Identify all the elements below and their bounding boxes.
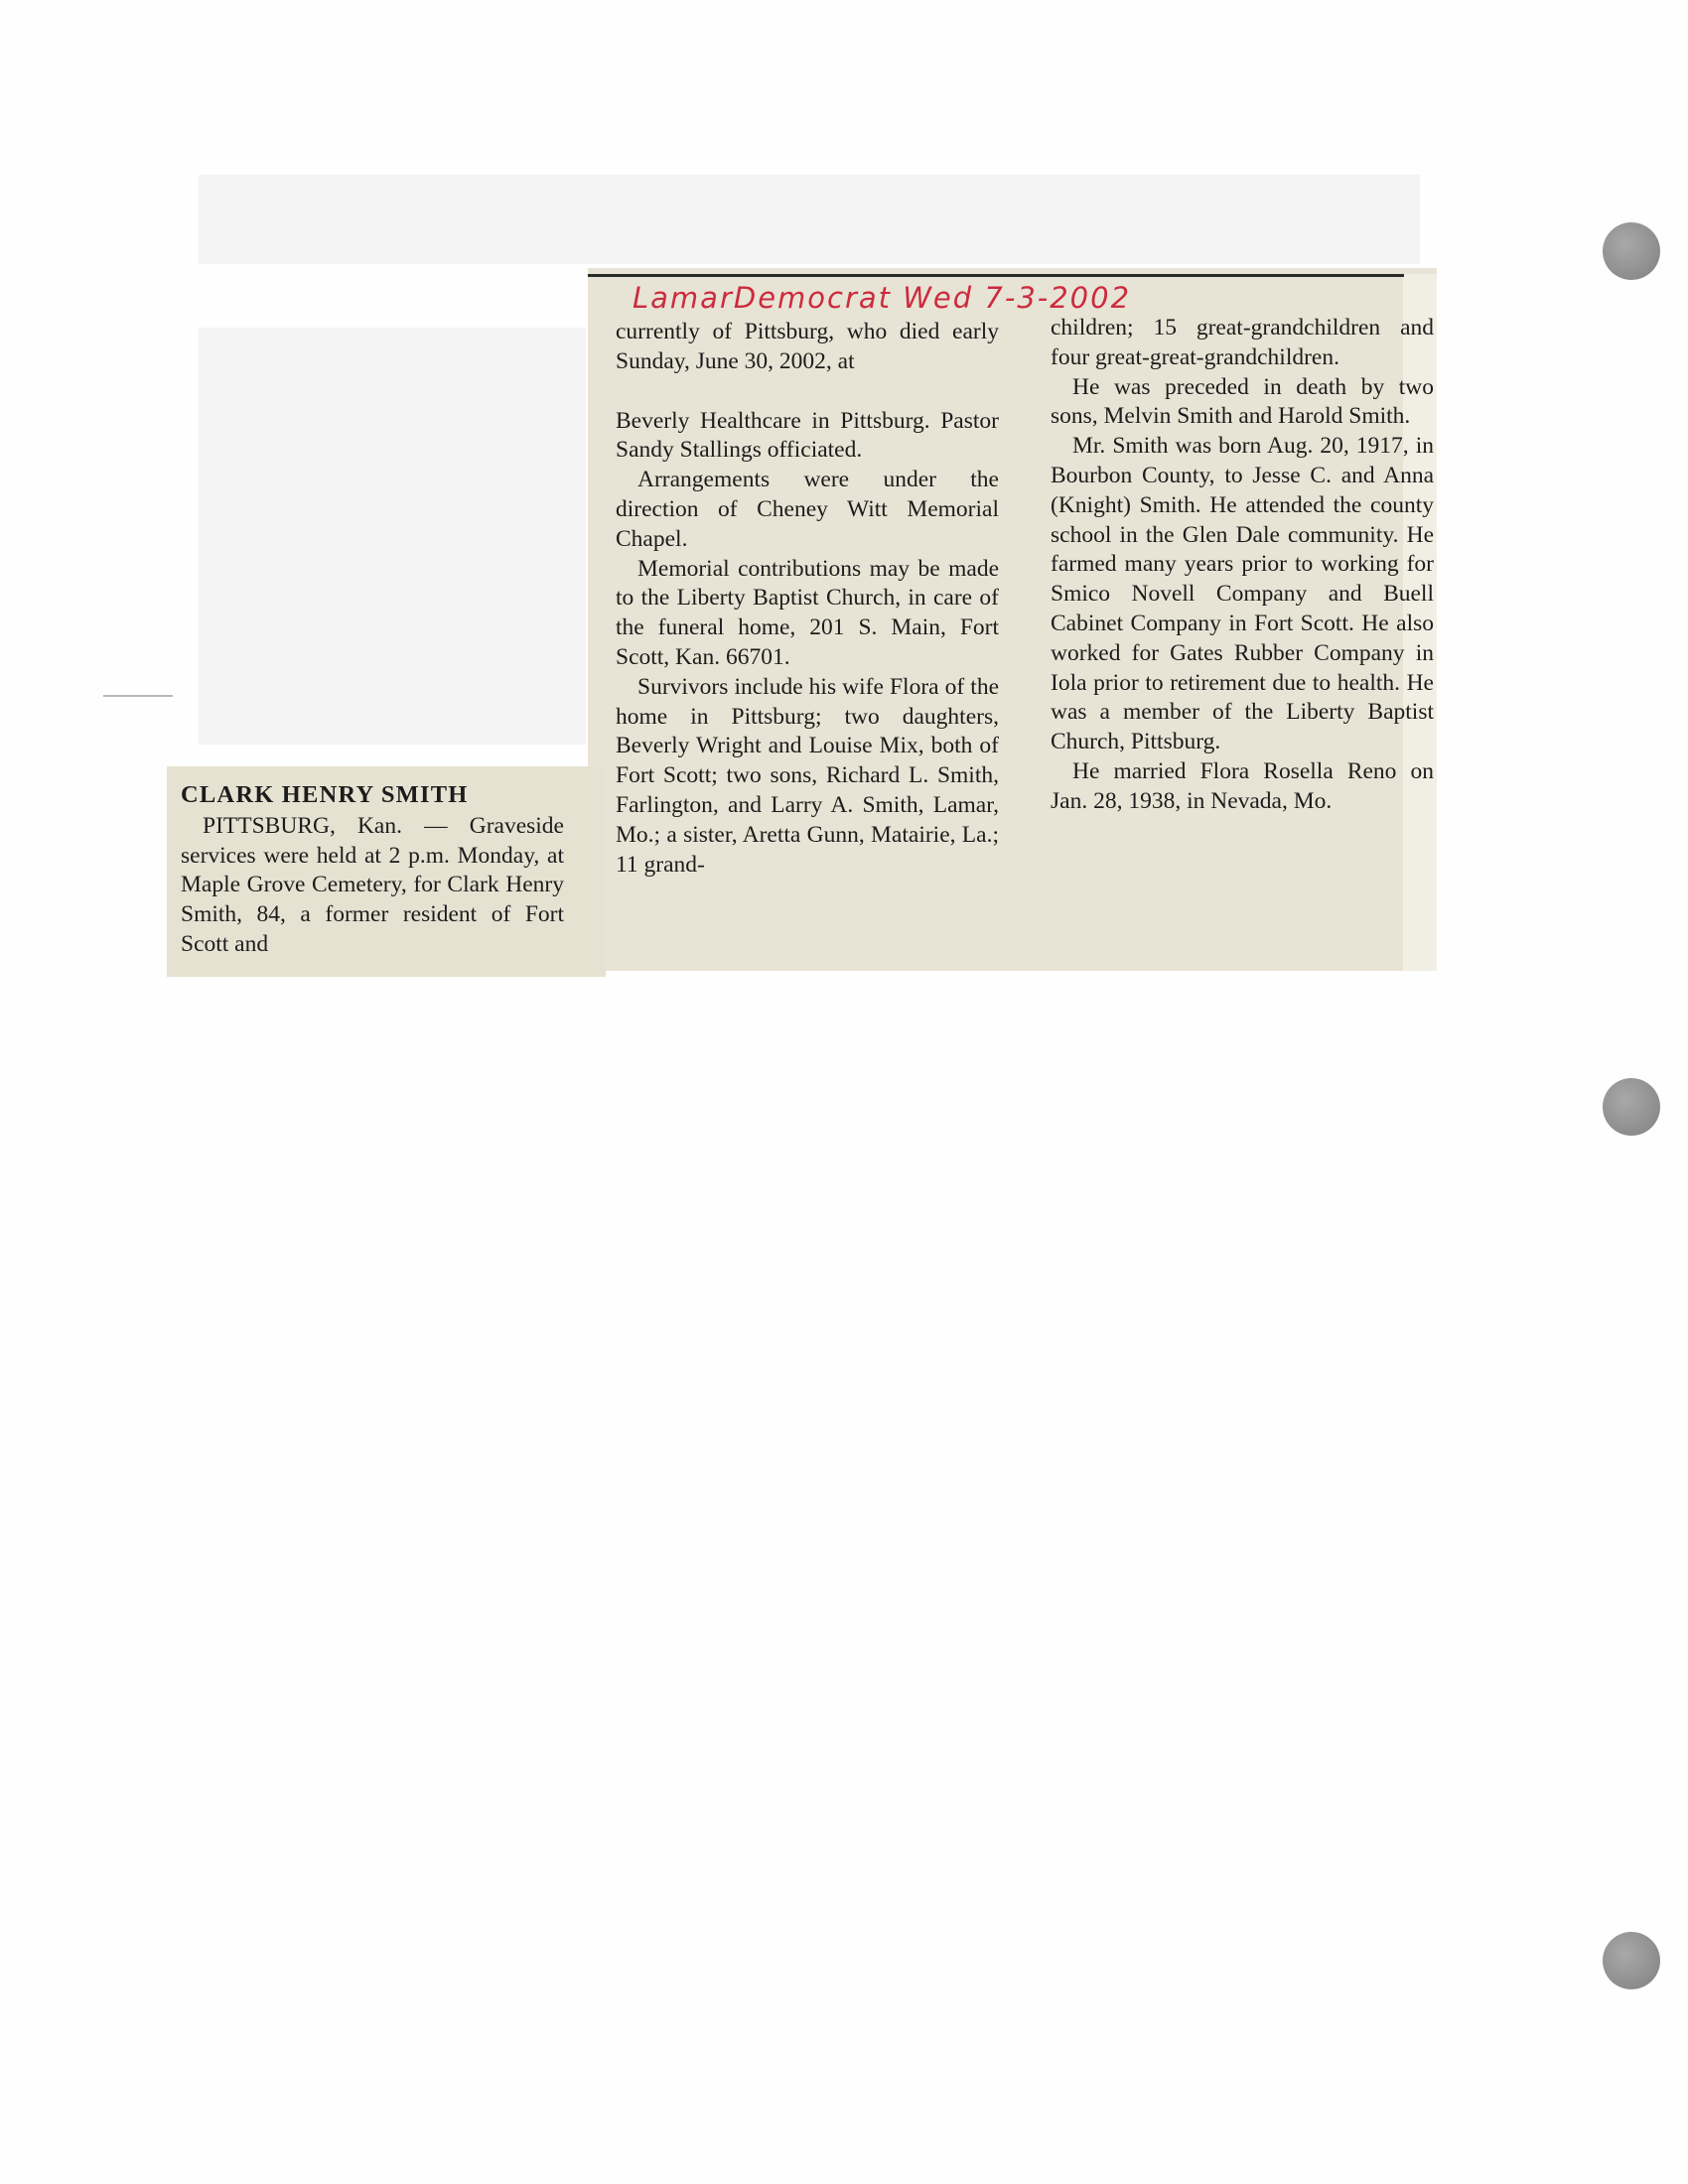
paragraph: Memorial contributions may be made to the Liberty Baptist Church, in care of the funeral home, 201 S. Main, Fort Scott, Kan. 66701. bbox=[616, 555, 999, 670]
obituary-column-2 bbox=[616, 318, 999, 880]
obituary-column-3 bbox=[1051, 314, 1434, 817]
paragraph: Survivors include his wife Flora of the home in Pittsburg; two daughters, Beverly Wright and Louise Mix, both of Fort Scott; two sons, Richard L. Smith, Farlington, and Larry A. Smith, Lamar, Mo.; a sister, Aretta Gunn, Matairie, La.; 11 grand- bbox=[616, 673, 999, 878]
paragraph: Mr. Smith was born Aug. 20, 1917, in Bourbon County, to Jesse C. and Anna (Knight) Smith. He attended the county school in the Glen Dale community. He farmed many years prior to working for Smico Novell Company and Buell Cabinet Company in Fort Scott. He also worked for Gates Rubber Company in Iola prior to retirement due to health. He was a member of the Liberty Baptist Church, Pittsburg. bbox=[1051, 433, 1434, 755]
scan-mark bbox=[103, 695, 173, 697]
handwritten-source-note: LamarDemocrat Wed 7-3-2002 bbox=[633, 281, 1132, 315]
binder-hole-top bbox=[1603, 222, 1660, 280]
column-rule bbox=[588, 274, 1404, 277]
bleed-through-top bbox=[199, 175, 1420, 264]
paragraph-continued: currently of Pittsburg, who died early Sunday, June 30, 2002, at bbox=[616, 319, 999, 374]
obituary-column-1 bbox=[181, 780, 564, 960]
paragraph: He married Flora Rosella Reno on Jan. 28, 1938, in Nevada, Mo. bbox=[1051, 757, 1434, 814]
paragraph: Beverly Healthcare in Pittsburg. Pastor Sandy Stallings officiated. bbox=[616, 407, 999, 464]
paragraph: Arrangements were under the direction of Cheney Witt Memorial Chapel. bbox=[616, 467, 999, 552]
binder-hole-bottom bbox=[1603, 1932, 1660, 1989]
paragraph: He was preceded in death by two sons, Melvin Smith and Harold Smith. bbox=[1051, 373, 1434, 430]
obituary-headline: CLARK HENRY SMITH bbox=[181, 781, 469, 808]
bleed-through-left bbox=[199, 328, 586, 745]
paragraph: PITTSBURG, Kan. — Graveside services were held at 2 p.m. Monday, at Maple Grove Cemetery, for Clark Henry Smith, 84, a former resident of Fort Scott and bbox=[181, 812, 564, 957]
binder-hole-middle bbox=[1603, 1078, 1660, 1136]
paragraph-continued: children; 15 great-grandchildren and four great-great-grandchildren. bbox=[1051, 315, 1434, 370]
